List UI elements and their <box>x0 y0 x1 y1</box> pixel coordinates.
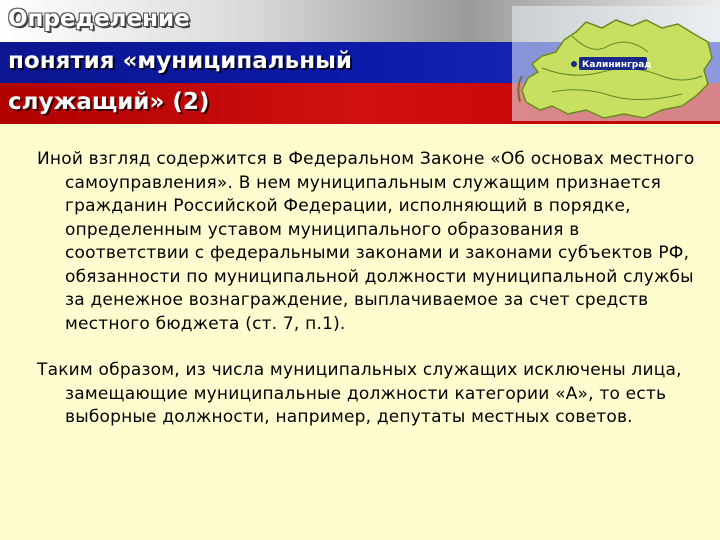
slide-title-line-3: служащий» (2) <box>8 89 210 115</box>
slide-title-line-1: Определение <box>8 6 190 32</box>
slide-title-line-2: понятия «муниципальный <box>8 48 353 74</box>
slide-body <box>37 148 697 453</box>
city-marker-icon <box>571 61 577 67</box>
city-label: Калининград <box>582 60 652 70</box>
body-paragraph-1: Иной взгляд содержится в Федеральном Законе «Об основах местного самоуправления». В нем муниципальным служащим признается гражданин Российской Федерации, исполняющий в порядке, определенным уставом муниципального образования в соответствии с федеральными законами и законами субъектов РФ, обязанности по муниципальной должности муниципальной службы за денежное вознаграждение, выплачиваемое за счет средств местного бюджета (ст. 7, п.1). <box>37 149 695 334</box>
kaliningrad-map-image <box>512 6 720 121</box>
body-paragraph-2: Таким образом, из числа муниципальных служащих исключены лица, замещающие муниципальные должности категории «А», то есть выборные должности, например, депутаты местных советов. <box>37 360 682 427</box>
title-banner <box>0 0 720 124</box>
